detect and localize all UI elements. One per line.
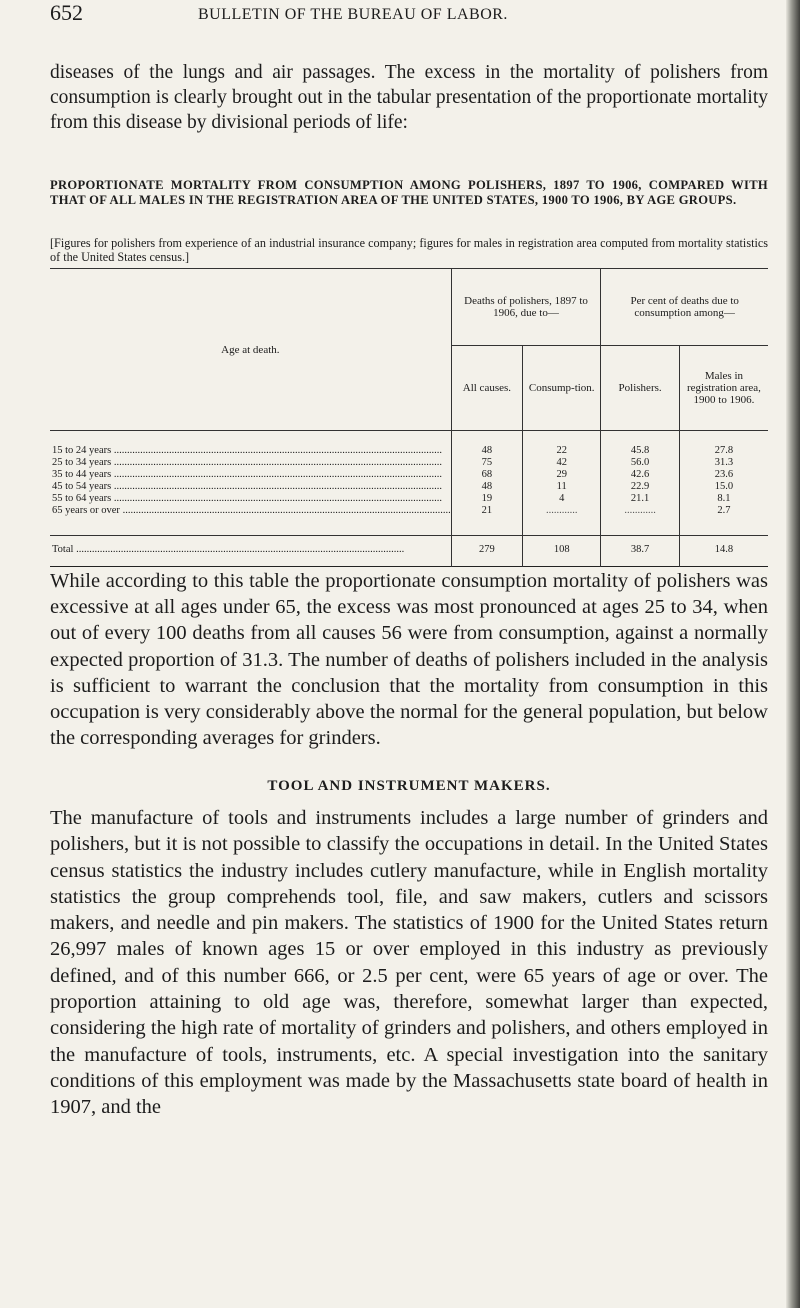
consumption-value: 4 (523, 493, 601, 505)
all-causes-value: 68 (451, 469, 522, 481)
consumption-value-empty (523, 505, 601, 536)
consumption-value: 22 (523, 431, 601, 458)
age-group-label: 65 years or over ..... (52, 505, 451, 517)
polishers-percent: 22.9 (601, 481, 680, 493)
age-group-label: 25 to 34 years ..... (52, 457, 451, 469)
total-polishers-percent: 38.7 (601, 536, 680, 567)
column-header-all-causes: All causes. (451, 346, 522, 431)
table-row (50, 481, 768, 493)
males-percent: 23.6 (679, 469, 768, 481)
males-percent: 15.0 (679, 481, 768, 493)
all-causes-value: 19 (451, 493, 522, 505)
table-title: PROPORTIONATE MORTALITY FROM CONSUMPTION AMONG POLISHERS, 1897 TO 1906, COMPARED WITH THAT OF ALL MALES IN THE REGISTRATION AREA OF THE UNITED STATES, 1900 TO 1906, BY AGE GROUPS. (50, 178, 768, 207)
total-label: Total ..... (52, 544, 451, 556)
paragraph-intro: diseases of the lungs and air passages. The excess in the mortality of polishers from consumption is clearly brought out in the tabular presentation of the proportionate mortality from this disease by divisional periods of life: (50, 62, 768, 133)
all-causes-value: 48 (451, 481, 522, 493)
table-note: [Figures for polishers from experience of an industrial insurance company; figures for males in registration area computed from mortality statistics of the United States census.] (50, 236, 768, 264)
polishers-percent: 56.0 (601, 457, 680, 469)
table-row (50, 505, 768, 536)
table-row (50, 469, 768, 481)
column-header-polishers: Polishers. (601, 346, 680, 431)
consumption-value: 11 (523, 481, 601, 493)
polishers-percent: 42.6 (601, 469, 680, 481)
running-head: BULLETIN OF THE BUREAU OF LABOR. (198, 6, 508, 23)
age-group-label: 45 to 54 years ..... (52, 481, 451, 493)
column-group-deaths: Deaths of polishers, 1897 to 1906, due to— (451, 269, 601, 346)
total-males-percent: 14.8 (679, 536, 768, 567)
age-group-label: 35 to 44 years ..... (52, 469, 451, 481)
males-percent: 8.1 (679, 493, 768, 505)
consumption-value: 29 (523, 469, 601, 481)
mortality-table (50, 268, 768, 567)
column-header-consumption: Consump-tion. (523, 346, 601, 431)
males-percent: 27.8 (679, 431, 768, 458)
all-causes-value: 75 (451, 457, 522, 469)
age-group-label: 55 to 64 years ..... (52, 493, 451, 505)
males-percent: 2.7 (679, 505, 768, 536)
column-header-males: Males in registration area, 1900 to 1906. (679, 346, 768, 431)
males-percent: 31.3 (679, 457, 768, 469)
page-number: 652 (50, 0, 83, 25)
paragraph-tool-makers: The manufacture of tools and instruments includes a large number of grinders and polishers, but it is not possible to classify the occupations in detail. In the United States census statistics the industry includes cutlery manufacture, while in English mortality statistics the group comprehends tool, file, and saw makers, cutlers and scissors makers, and needle and pin makers. The statistics of 1900 for the United States return 26,997 males of known ages 15 or over employed in this industry as previously defined, and of this number 666, or 2.5 per cent, were 65 years of age or over. The proportion attaining to old age was, therefore, somewhat larger than expected, considering the high rate of mortality of grinders and polishers, and others employed in the manufacture of tools, instruments, etc. A special investigation into the sanitary conditions of this employment was made by the Massachusetts state board of health in 1907, and the (50, 807, 768, 1119)
polishers-percent-empty (601, 505, 680, 536)
paragraph-analysis: While according to this table the proportionate consumption mortality of polishers was excessive at all ages under 65, the excess was most pronounced at ages 25 to 34, when out of every 100 deaths from all causes 56 were from consumption, against a normally expected proportion of 31.3. The number of deaths of polishers included in the analysis is sufficient to warrant the conclusion that the mortality from consumption in this occupation is very considerably above the normal for the general population, but below the corresponding averages for grinders. (50, 570, 768, 750)
all-causes-value: 21 (451, 505, 522, 536)
page-header (50, 0, 770, 26)
total-all-causes: 279 (451, 536, 522, 567)
section-heading: TOOL AND INSTRUMENT MAKERS. (267, 778, 551, 794)
age-group-label: 15 to 24 years ..... (52, 445, 451, 457)
table-total-row (50, 536, 768, 567)
total-consumption: 108 (523, 536, 601, 567)
consumption-value: 42 (523, 457, 601, 469)
polishers-percent: 45.8 (601, 431, 680, 458)
column-group-percent: Per cent of deaths due to consumption among— (601, 269, 768, 346)
page-binding-edge (786, 0, 800, 1308)
polishers-percent: 21.1 (601, 493, 680, 505)
table-row (50, 431, 768, 458)
table-row (50, 457, 768, 469)
column-header-age: Age at death. (50, 269, 451, 431)
all-causes-value: 48 (451, 431, 522, 458)
table-row (50, 493, 768, 505)
